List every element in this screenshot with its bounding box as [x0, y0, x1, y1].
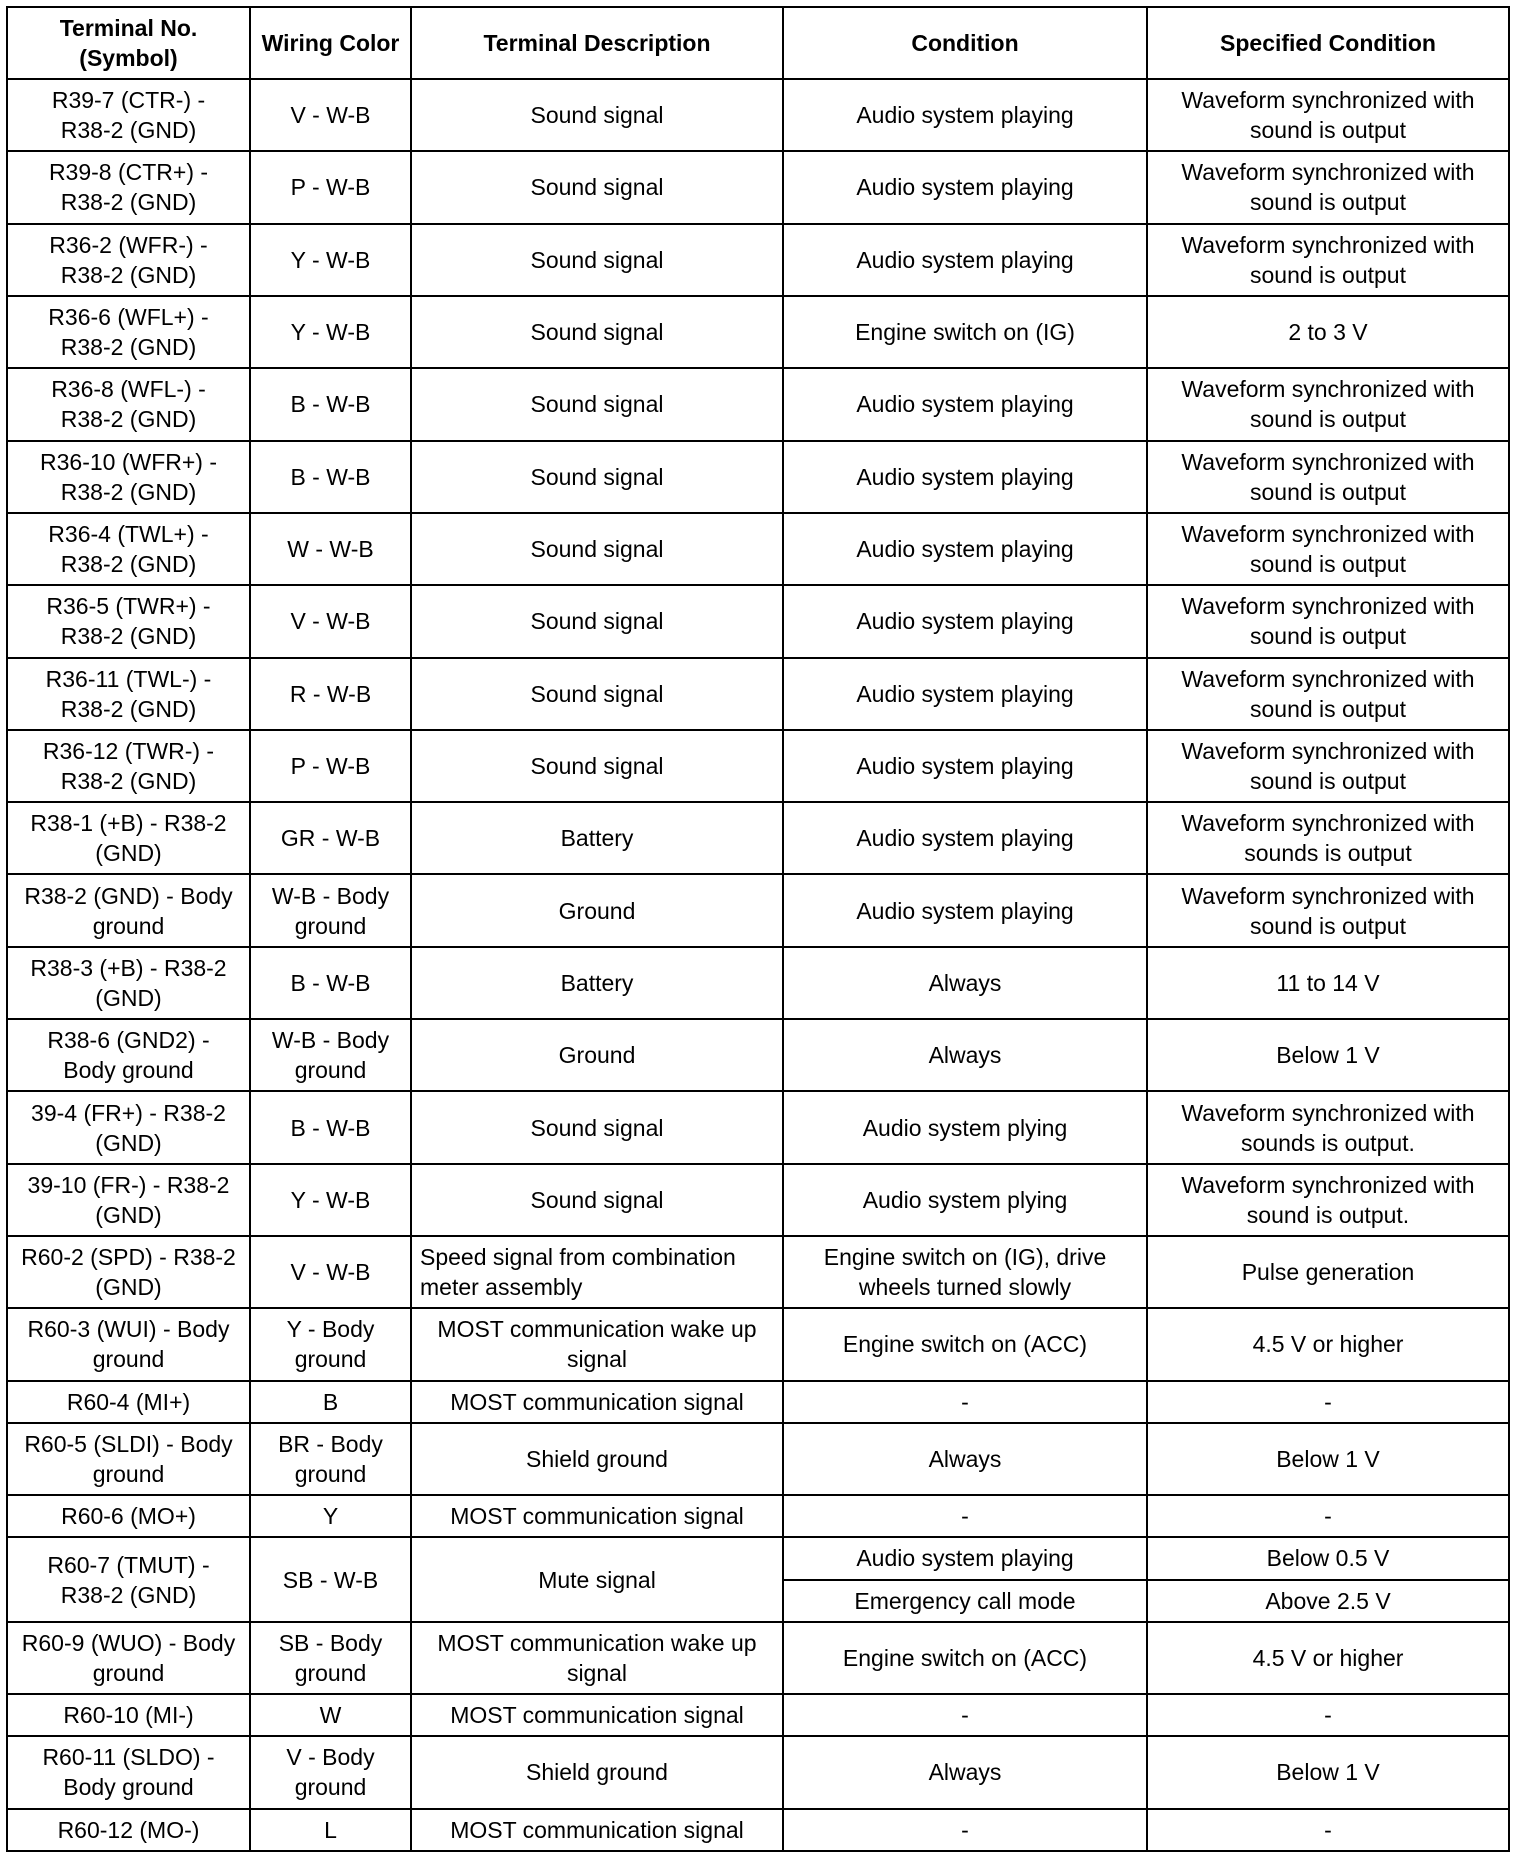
- table-row: [7, 585, 1509, 657]
- cell-wiring-color: L: [250, 1809, 411, 1852]
- cell-terminal-description: Sound signal: [411, 79, 783, 151]
- cell-terminal-description: MOST communication signal: [411, 1809, 783, 1852]
- header-terminal-description: Terminal Description: [411, 7, 783, 79]
- cell-specified-condition: 4.5 V or higher: [1147, 1622, 1509, 1694]
- cell-condition: Audio system plying: [783, 1091, 1147, 1163]
- cell-wiring-color: P - W-B: [250, 151, 411, 223]
- cell-terminal: R60-4 (MI+): [7, 1381, 250, 1423]
- cell-wiring-color: B - W-B: [250, 947, 411, 1019]
- cell-wiring-color: B: [250, 1381, 411, 1423]
- cell-specified-condition: Waveform synchronized with sound is output: [1147, 441, 1509, 513]
- cell-specified-condition: -: [1147, 1381, 1509, 1423]
- table-row: [7, 1694, 1509, 1736]
- table-row: [7, 368, 1509, 440]
- cell-condition: Audio system plying: [783, 1164, 1147, 1236]
- cell-wiring-color: V - W-B: [250, 1236, 411, 1308]
- cell-condition: Audio system playing: [783, 368, 1147, 440]
- cell-terminal: R36-11 (TWL-) - R38-2 (GND): [7, 658, 250, 730]
- cell-condition: Always: [783, 1019, 1147, 1091]
- cell-terminal-description: Sound signal: [411, 441, 783, 513]
- cell-terminal: R36-6 (WFL+) - R38-2 (GND): [7, 296, 250, 368]
- cell-wiring-color: SB - W-B: [250, 1537, 411, 1621]
- cell-terminal: R36-12 (TWR-) - R38-2 (GND): [7, 730, 250, 802]
- cell-terminal: R38-2 (GND) - Body ground: [7, 874, 250, 946]
- cell-terminal-description: MOST communication signal: [411, 1694, 783, 1736]
- cell-specified-condition: Below 1 V: [1147, 1423, 1509, 1495]
- cell-specified-condition: 11 to 14 V: [1147, 947, 1509, 1019]
- table-row: [7, 441, 1509, 513]
- cell-terminal-description: MOST communication wake up signal: [411, 1622, 783, 1694]
- cell-specified-condition: Waveform synchronized with sound is output: [1147, 224, 1509, 296]
- cell-specified-condition: Waveform synchronized with sounds is output.: [1147, 1091, 1509, 1163]
- table-body: [7, 79, 1509, 1851]
- table-row: [7, 1809, 1509, 1852]
- cell-terminal: R36-8 (WFL-) - R38-2 (GND): [7, 368, 250, 440]
- cell-specified-condition: Waveform synchronized with sound is output: [1147, 658, 1509, 730]
- cell-terminal: 39-4 (FR+) - R38-2 (GND): [7, 1091, 250, 1163]
- cell-terminal: R60-3 (WUI) - Body ground: [7, 1308, 250, 1380]
- cell-terminal: R60-2 (SPD) - R38-2 (GND): [7, 1236, 250, 1308]
- cell-terminal-description: Sound signal: [411, 368, 783, 440]
- cell-wiring-color: Y: [250, 1495, 411, 1537]
- table-row: [7, 1537, 1509, 1579]
- cell-condition: Audio system playing: [783, 658, 1147, 730]
- header-condition: Condition: [783, 7, 1147, 79]
- header-specified-condition: Specified Condition: [1147, 7, 1509, 79]
- cell-terminal-description: Sound signal: [411, 513, 783, 585]
- table-row: [7, 1091, 1509, 1163]
- table-row: [7, 658, 1509, 730]
- cell-condition: Always: [783, 1423, 1147, 1495]
- cell-condition: Audio system playing: [783, 513, 1147, 585]
- cell-wiring-color: B - W-B: [250, 1091, 411, 1163]
- cell-wiring-color: Y - W-B: [250, 1164, 411, 1236]
- terminal-table: [6, 6, 1510, 1852]
- table-row: [7, 151, 1509, 223]
- terminal-table-sheet: [6, 6, 1508, 1852]
- table-row: [7, 874, 1509, 946]
- cell-condition: Audio system playing: [783, 224, 1147, 296]
- header-terminal-no: Terminal No. (Symbol): [7, 7, 250, 79]
- cell-terminal-description: Battery: [411, 947, 783, 1019]
- cell-specified-condition: Waveform synchronized with sound is output: [1147, 874, 1509, 946]
- cell-specified-condition: 4.5 V or higher: [1147, 1308, 1509, 1380]
- cell-terminal: R60-9 (WUO) - Body ground: [7, 1622, 250, 1694]
- table-row: [7, 1308, 1509, 1380]
- cell-specified-condition: Waveform synchronized with sound is output: [1147, 368, 1509, 440]
- cell-condition: Engine switch on (IG): [783, 296, 1147, 368]
- table-row: [7, 802, 1509, 874]
- cell-terminal-description: Mute signal: [411, 1537, 783, 1621]
- cell-condition: -: [783, 1495, 1147, 1537]
- cell-terminal-description: Sound signal: [411, 151, 783, 223]
- cell-wiring-color: P - W-B: [250, 730, 411, 802]
- cell-specified-condition: Waveform synchronized with sounds is output: [1147, 802, 1509, 874]
- cell-terminal: R60-7 (TMUT) - R38-2 (GND): [7, 1537, 250, 1621]
- cell-specified-condition: Waveform synchronized with sound is output.: [1147, 1164, 1509, 1236]
- table-row: [7, 1495, 1509, 1537]
- table-row: [7, 224, 1509, 296]
- cell-condition: -: [783, 1381, 1147, 1423]
- cell-wiring-color: Y - W-B: [250, 296, 411, 368]
- cell-wiring-color: W-B - Body ground: [250, 1019, 411, 1091]
- cell-terminal-description: Sound signal: [411, 730, 783, 802]
- cell-wiring-color: V - Body ground: [250, 1736, 411, 1808]
- cell-terminal: R60-6 (MO+): [7, 1495, 250, 1537]
- cell-specified-condition: Waveform synchronized with sound is output: [1147, 585, 1509, 657]
- table-row: [7, 1736, 1509, 1808]
- cell-terminal: R60-10 (MI-): [7, 1694, 250, 1736]
- table-row: [7, 1236, 1509, 1308]
- cell-terminal-description: Battery: [411, 802, 783, 874]
- cell-terminal-description: Shield ground: [411, 1736, 783, 1808]
- table-row: [7, 1423, 1509, 1495]
- cell-wiring-color: GR - W-B: [250, 802, 411, 874]
- cell-specified-condition: -: [1147, 1809, 1509, 1852]
- cell-specified-condition: Pulse generation: [1147, 1236, 1509, 1308]
- cell-condition: Always: [783, 1736, 1147, 1808]
- table-row: [7, 947, 1509, 1019]
- cell-terminal: R38-6 (GND2) - Body ground: [7, 1019, 250, 1091]
- cell-condition: Audio system playing: [783, 585, 1147, 657]
- cell-terminal-description: MOST communication wake up signal: [411, 1308, 783, 1380]
- cell-condition: -: [783, 1809, 1147, 1852]
- cell-wiring-color: SB - Body ground: [250, 1622, 411, 1694]
- cell-condition: Engine switch on (ACC): [783, 1308, 1147, 1380]
- cell-condition: Audio system playing: [783, 802, 1147, 874]
- cell-terminal-description: MOST communication signal: [411, 1495, 783, 1537]
- cell-terminal-description: Sound signal: [411, 1091, 783, 1163]
- cell-terminal-description: Ground: [411, 1019, 783, 1091]
- cell-specified-condition: Waveform synchronized with sound is output: [1147, 730, 1509, 802]
- table-row: [7, 79, 1509, 151]
- cell-wiring-color: V - W-B: [250, 585, 411, 657]
- table-row: [7, 1019, 1509, 1091]
- cell-terminal-description: Speed signal from combination meter assembly: [411, 1236, 783, 1308]
- cell-specified-condition: Waveform synchronized with sound is output: [1147, 513, 1509, 585]
- cell-specified-condition: -: [1147, 1694, 1509, 1736]
- cell-terminal: R60-11 (SLDO) - Body ground: [7, 1736, 250, 1808]
- cell-wiring-color: W - W-B: [250, 513, 411, 585]
- table-row: [7, 1164, 1509, 1236]
- cell-specified-condition: Above 2.5 V: [1147, 1580, 1509, 1622]
- table-row: [7, 1622, 1509, 1694]
- cell-condition: Audio system playing: [783, 730, 1147, 802]
- cell-terminal: R60-5 (SLDI) - Body ground: [7, 1423, 250, 1495]
- cell-specified-condition: Waveform synchronized with sound is output: [1147, 79, 1509, 151]
- cell-terminal: R60-12 (MO-): [7, 1809, 250, 1852]
- cell-wiring-color: Y - W-B: [250, 224, 411, 296]
- cell-wiring-color: V - W-B: [250, 79, 411, 151]
- cell-specified-condition: Below 1 V: [1147, 1736, 1509, 1808]
- cell-terminal-description: Sound signal: [411, 585, 783, 657]
- cell-terminal: R36-10 (WFR+) - R38-2 (GND): [7, 441, 250, 513]
- cell-terminal: R36-5 (TWR+) - R38-2 (GND): [7, 585, 250, 657]
- cell-terminal-description: Shield ground: [411, 1423, 783, 1495]
- cell-specified-condition: Below 1 V: [1147, 1019, 1509, 1091]
- cell-terminal-description: MOST communication signal: [411, 1381, 783, 1423]
- cell-condition: -: [783, 1694, 1147, 1736]
- table-row: [7, 730, 1509, 802]
- cell-terminal: R36-2 (WFR-) - R38-2 (GND): [7, 224, 250, 296]
- cell-terminal: R39-7 (CTR-) - R38-2 (GND): [7, 79, 250, 151]
- cell-specified-condition: 2 to 3 V: [1147, 296, 1509, 368]
- cell-wiring-color: R - W-B: [250, 658, 411, 730]
- cell-terminal: 39-10 (FR-) - R38-2 (GND): [7, 1164, 250, 1236]
- cell-condition: Audio system playing: [783, 441, 1147, 513]
- table-row: [7, 513, 1509, 585]
- cell-terminal: R36-4 (TWL+) - R38-2 (GND): [7, 513, 250, 585]
- cell-condition: Always: [783, 947, 1147, 1019]
- cell-terminal-description: Sound signal: [411, 224, 783, 296]
- cell-specified-condition: Waveform synchronized with sound is output: [1147, 151, 1509, 223]
- cell-condition: Emergency call mode: [783, 1580, 1147, 1622]
- cell-wiring-color: B - W-B: [250, 441, 411, 513]
- cell-wiring-color: Y - Body ground: [250, 1308, 411, 1380]
- cell-terminal-description: Ground: [411, 874, 783, 946]
- cell-wiring-color: W: [250, 1694, 411, 1736]
- cell-condition: Audio system playing: [783, 79, 1147, 151]
- cell-specified-condition: Below 0.5 V: [1147, 1537, 1509, 1579]
- cell-terminal: R38-3 (+B) - R38-2 (GND): [7, 947, 250, 1019]
- cell-terminal-description: Sound signal: [411, 658, 783, 730]
- cell-condition: Audio system playing: [783, 874, 1147, 946]
- cell-terminal: R39-8 (CTR+) - R38-2 (GND): [7, 151, 250, 223]
- cell-wiring-color: B - W-B: [250, 368, 411, 440]
- cell-wiring-color: BR - Body ground: [250, 1423, 411, 1495]
- cell-condition: Audio system playing: [783, 1537, 1147, 1579]
- cell-wiring-color: W-B - Body ground: [250, 874, 411, 946]
- table-header-row: [7, 7, 1509, 79]
- cell-terminal-description: Sound signal: [411, 296, 783, 368]
- cell-terminal-description: Sound signal: [411, 1164, 783, 1236]
- cell-condition: Audio system playing: [783, 151, 1147, 223]
- table-row: [7, 1381, 1509, 1423]
- cell-terminal: R38-1 (+B) - R38-2 (GND): [7, 802, 250, 874]
- table-row: [7, 296, 1509, 368]
- cell-condition: Engine switch on (IG), drive wheels turned slowly: [783, 1236, 1147, 1308]
- header-wiring-color: Wiring Color: [250, 7, 411, 79]
- cell-condition: Engine switch on (ACC): [783, 1622, 1147, 1694]
- cell-specified-condition: -: [1147, 1495, 1509, 1537]
